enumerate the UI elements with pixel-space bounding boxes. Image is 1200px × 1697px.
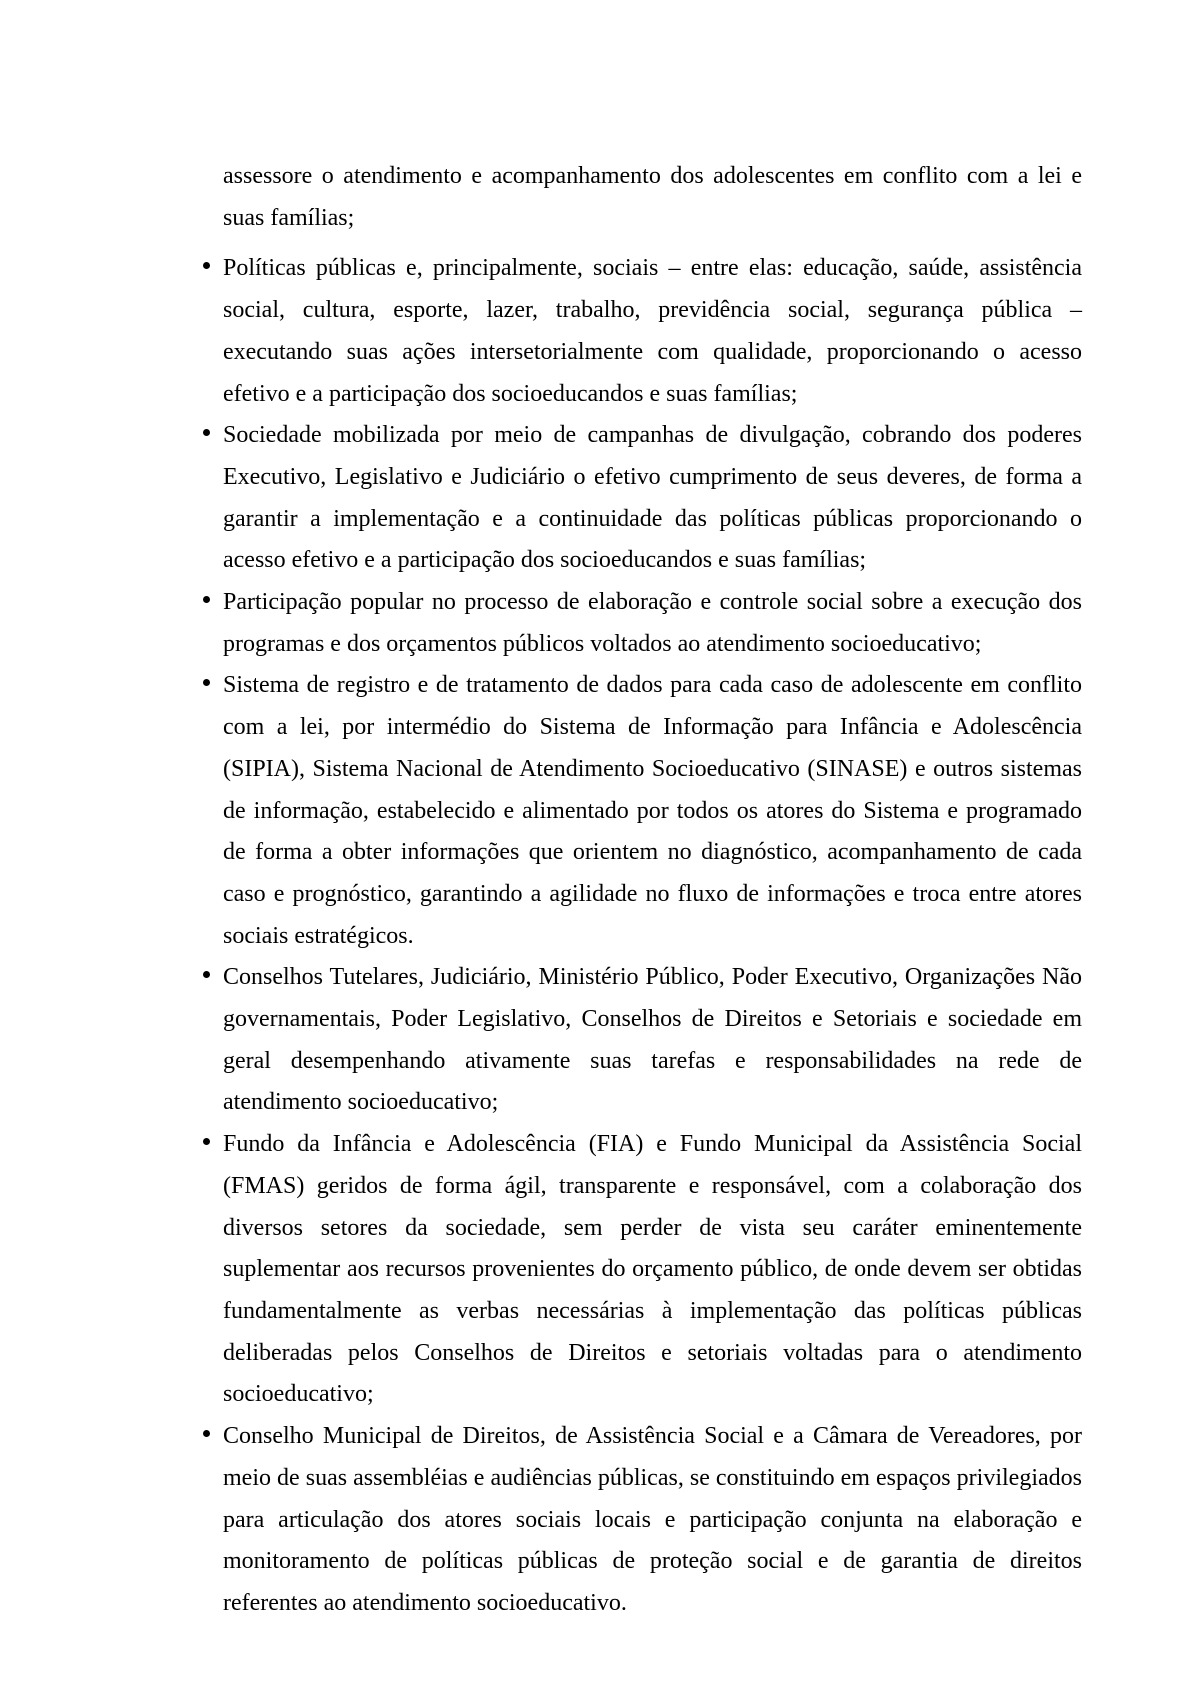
list-item bbox=[223, 248, 1082, 415]
bullet-icon bbox=[203, 1430, 210, 1437]
bullet-list bbox=[223, 248, 1082, 1624]
list-item-text: Fundo da Infância e Adolescência (FIA) e Fundo Municipal da Assistência Social (FMAS) geridos de forma ágil, transparente e responsável, com a colaboração dos diversos setores da sociedade, sem perder de vista seu caráter eminentemente suplementar aos recursos provenientes do orçamento público, de onde devem ser obtidas fundamentalmente as verbas necessárias à implementação das políticas públicas deliberadas pelos Conselhos de Direitos e setoriais voltadas para o atendimento socioeducativo; bbox=[223, 1131, 1082, 1408]
bullet-icon bbox=[203, 596, 210, 603]
bullet-icon bbox=[203, 429, 210, 436]
bullet-icon bbox=[203, 262, 210, 269]
list-item-text: Sociedade mobilizada por meio de campanhas de divulgação, cobrando dos poderes Executivo, Legislativo e Judiciário o efetivo cumprimento de seus deveres, de forma a garantir a implementação e a continuidade das políticas públicas proporcionando o acesso efetivo e a participação dos socioeducandos e suas famílias; bbox=[223, 422, 1082, 574]
document-body bbox=[223, 156, 1082, 1625]
list-item bbox=[223, 665, 1082, 957]
list-item bbox=[223, 1124, 1082, 1416]
list-item-text: Conselhos Tutelares, Judiciário, Ministério Público, Poder Executivo, Organizações Não governamentais, Poder Legislativo, Conselhos de Direitos e Setoriais e sociedade em geral desempenhando ativamente suas tarefas e responsabilidades na rede de atendimento socioeducativo; bbox=[223, 964, 1082, 1116]
list-item bbox=[223, 957, 1082, 1124]
intro-paragraph: assessore o atendimento e acompanhamento dos adolescentes em conflito com a lei e suas famílias; bbox=[223, 163, 1082, 231]
list-item bbox=[223, 1416, 1082, 1625]
list-item-text: Conselho Municipal de Direitos, de Assistência Social e a Câmara de Vereadores, por meio de suas assembléias e audiências públicas, se constituindo em espaços privilegiados para articulação dos atores sociais locais e participação conjunta na elaboração e monitoramento de políticas públicas de proteção social e de garantia de direitos referentes ao atendimento socioeducativo. bbox=[223, 1423, 1082, 1616]
bullet-icon bbox=[203, 971, 210, 978]
bullet-icon bbox=[203, 1138, 210, 1145]
list-item-text: Participação popular no processo de elaboração e controle social sobre a execução dos programas e dos orçamentos públicos voltados ao atendimento socioeducativo; bbox=[223, 589, 1082, 657]
list-item-text: Políticas públicas e, principalmente, sociais – entre elas: educação, saúde, assistência social, cultura, esporte, lazer, trabalho, previdência social, segurança pública – executando suas ações intersetorialmente com qualidade, proporcionando o acesso efetivo e a participação dos socioeducandos e suas famílias; bbox=[223, 255, 1082, 407]
list-item bbox=[223, 415, 1082, 582]
list-item-text: Sistema de registro e de tratamento de dados para cada caso de adolescente em conflito com a lei, por intermédio do Sistema de Informação para Infância e Adolescência (SIPIA), Sistema Nacional de Atendimento Socioeducativo (SINASE) e outros sistemas de informação, estabelecido e alimentado por todos os atores do Sistema e programado de forma a obter informações que orientem no diagnóstico, acompanhamento de cada caso e prognóstico, garantindo a agilidade no fluxo de informações e troca entre atores sociais estratégicos. bbox=[223, 672, 1082, 949]
list-item bbox=[223, 582, 1082, 665]
bullet-icon bbox=[203, 679, 210, 686]
